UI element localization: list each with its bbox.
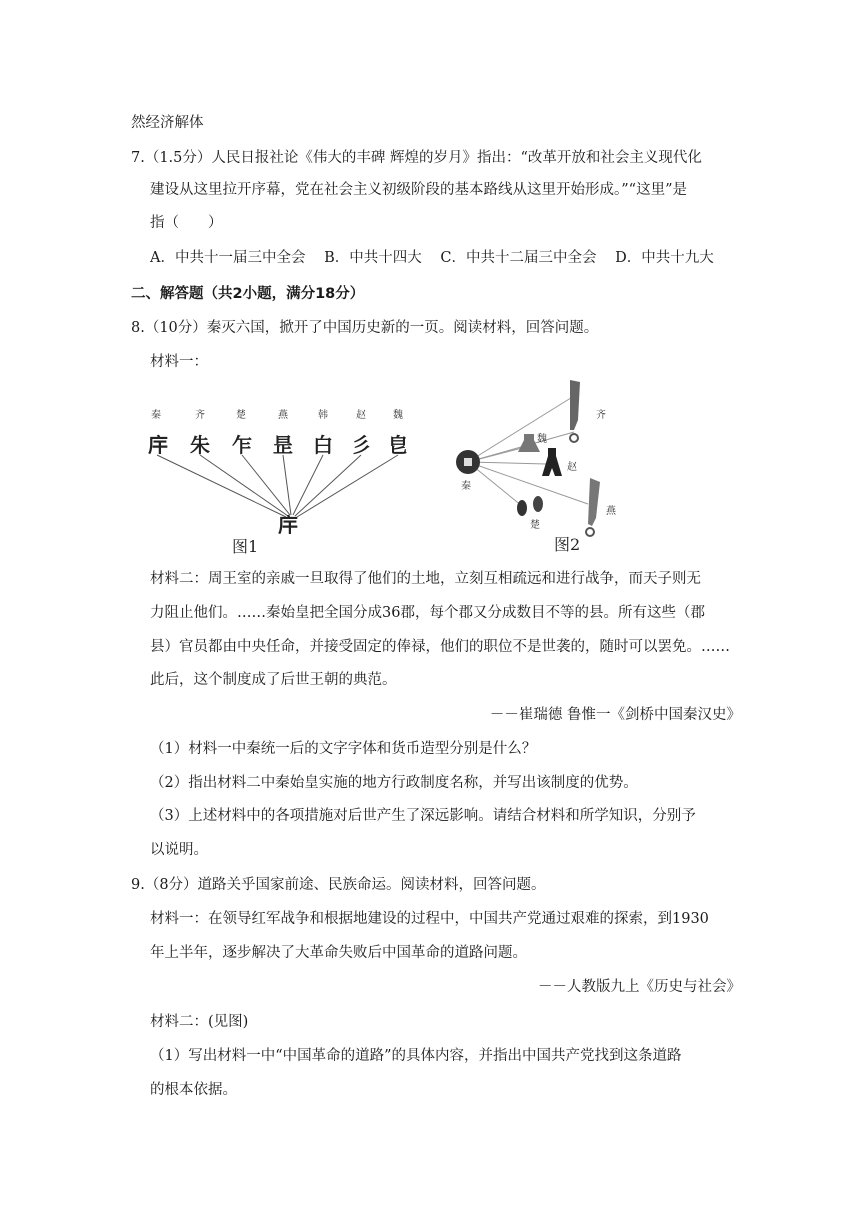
q8-sub2: （2）指出材料二中秦始皇实施的地方行政制度名称，并写出该制度的优势。 [150, 775, 638, 791]
q8-material2-line2: 力阻止他们。……秦始皇把全国分成36郡，每个郡又分成数目不等的县。所有这些（郡 [150, 605, 705, 621]
q9-source: －－人教版九上《历史与社会》 [538, 979, 741, 995]
fig1-state-zhao: 赵 [356, 410, 366, 421]
fig1-unified-glyph: 𢇛 [278, 513, 298, 537]
chu-coin-icon [517, 500, 527, 516]
q8-sub3-line2: 以说明。 [150, 842, 208, 858]
fig2-center-qin: 秦 [461, 481, 471, 492]
fig2-state-zhao: 赵 [567, 462, 577, 473]
q7-options [150, 248, 728, 268]
yan-knife-coin-icon [588, 478, 600, 526]
q9-material1-line1: 材料一：在领导红军战争和根据地建设的过程中，中国共产党通过艰难的探索，到1930 [150, 911, 709, 927]
q9-sub1-line1: （1）写出材料一中“中国革命的道路”的具体内容，并指出中国共产党找到这条道路 [150, 1048, 682, 1064]
fig1-state-yan: 燕 [278, 410, 288, 421]
q8-material2-line1: 材料二：周王室的亲戚一旦取得了他们的土地，立刻互相疏远和进行战争，而天子则无 [150, 571, 701, 587]
fig1-glyph-zhao: 彡 [351, 433, 371, 457]
q8-material2-line4: 此后，这个制度成了后世王朝的典范。 [150, 672, 397, 688]
top-fragment: 然经济解体 [131, 115, 204, 131]
q7-option-b: B．中共十四大 [324, 250, 422, 266]
section-heading: 二、解答题（共2小题，满分18分） [131, 286, 365, 302]
q7-option-a: A．中共十一届三中全会 [150, 250, 306, 266]
q8-material1-label: 材料一： [150, 354, 208, 370]
q8-sub1: （1）材料一中秦统一后的文字字体和货币造型分别是什么？ [150, 741, 537, 757]
fig1-glyph-qin: 𢇛 [148, 433, 168, 457]
fig1-caption: 图1 [232, 537, 259, 556]
fig2-caption: 图2 [554, 535, 581, 554]
q8-material2-line3: 县）官员都由中央任命，并接受固定的俸禄，他们的职位不是世袭的，随时可以罢免。…… [150, 639, 730, 655]
q7-option-d: D．中共十九大 [615, 250, 714, 266]
fig2-state-qi: 齐 [596, 410, 606, 421]
q8-intro: 8.（10分）秦灭六国，掀开了中国历史新的一页。阅读材料，回答问题。 [131, 320, 599, 336]
fig1-glyph-qi: 朱 [190, 433, 210, 457]
fig1-glyph-chu: 乍 [232, 433, 252, 457]
q9-material2: 材料二：(见图) [150, 1014, 249, 1030]
fig1-state-chu: 楚 [236, 410, 246, 421]
q9-intro: 9.（8分）道路关乎国家前途、民族命运。阅读材料，回答问题。 [131, 877, 546, 893]
figure-1-script-chart [148, 402, 430, 562]
fig1-glyph-yan: 昰 [273, 433, 293, 457]
q7-line2: 建设从这里拉开序幕，党在社会主义初级阶段的基本路线从这里开始形成。”“这里”是 [150, 182, 687, 198]
q7-line3: 指（ ） [150, 215, 223, 231]
q8-sub3-line1: （3）上述材料中的各项措施对后世产生了深远影响。请结合材料和所学知识，分别予 [150, 808, 696, 824]
fig2-state-yan: 燕 [606, 506, 616, 517]
qi-knife-coin-icon [570, 380, 580, 430]
chu-coin-icon [533, 496, 543, 512]
fig1-state-wei: 魏 [393, 410, 403, 421]
figure-2-currency-chart [446, 378, 636, 558]
fig2-state-wei: 魏 [537, 434, 547, 445]
fig1-state-han: 韩 [318, 410, 328, 421]
q7-option-c: C．中共十二届三中全会 [440, 250, 597, 266]
q9-sub1-line2: 的根本依据。 [150, 1082, 237, 1098]
fig1-state-qin: 秦 [151, 410, 161, 421]
zhao-spade-coin-icon [542, 448, 562, 476]
fig1-glyph-han: 白 [313, 433, 333, 457]
fig1-glyph-wei: 皀 [388, 433, 408, 457]
fig1-state-qi: 齐 [195, 410, 205, 421]
q8-source: －－崔瑞德 鲁惟一《剑桥中国秦汉史》 [489, 707, 741, 723]
q7-line1: 7.（1.5分）人民日报社论《伟大的丰碑 辉煌的岁月》指出：“改革开放和社会主义现代化 [131, 150, 702, 166]
fig2-state-chu: 楚 [530, 520, 540, 531]
q9-material1-line2: 年上半年，逐步解决了大革命失败后中国革命的道路问题。 [150, 945, 527, 961]
